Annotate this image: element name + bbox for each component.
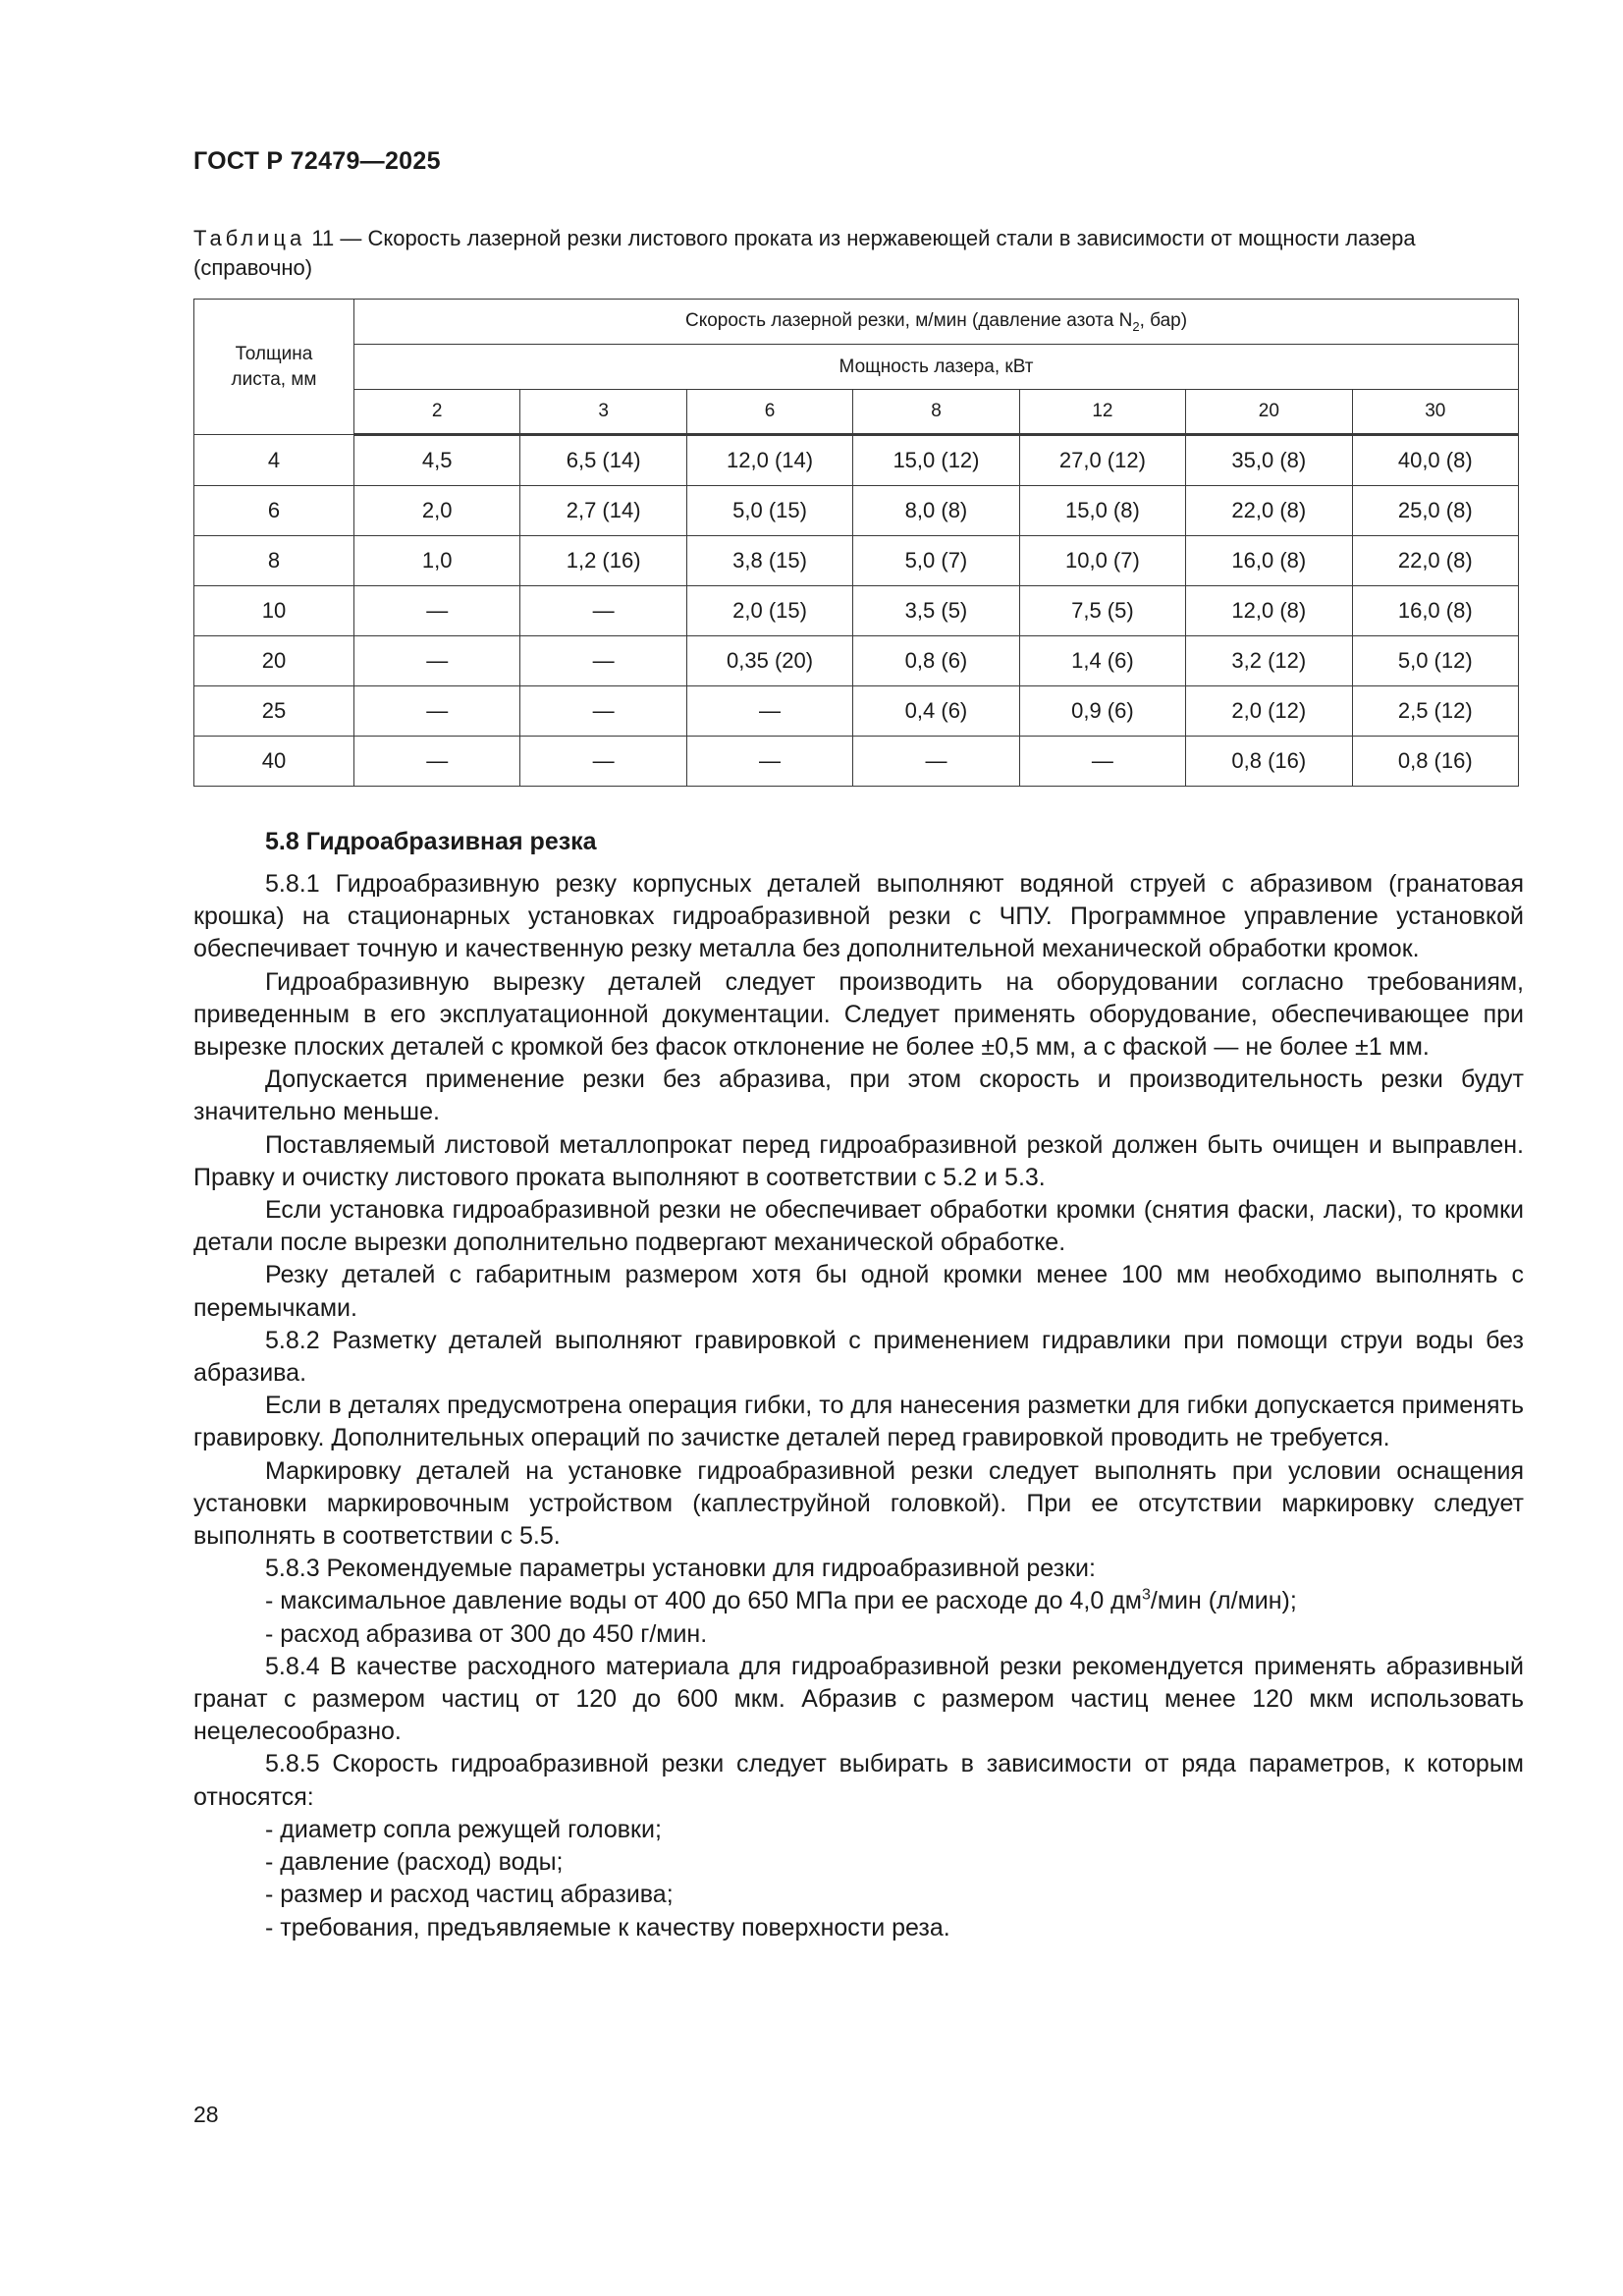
speed-cell: 15,0 (8) (1019, 486, 1185, 536)
paragraph: Если установка гидроабразивной резки не обеспечивает обработки кромки (снятия фаски, ласки), то кромки детали после вырезки дополнительно подвергают механической обработке. (193, 1196, 1524, 1257)
table-caption (193, 224, 1519, 283)
speed-cell: 4,5 (354, 435, 520, 486)
power-header-cell: 30 (1352, 390, 1518, 435)
power-header-cell: 20 (1186, 390, 1352, 435)
table-row (194, 486, 1519, 536)
speed-cell: 5,0 (12) (1352, 636, 1518, 686)
power-header-cell: 3 (520, 390, 686, 435)
speed-cell: 3,8 (15) (686, 536, 852, 586)
speed-cell: 2,0 (15) (686, 586, 852, 636)
speed-cell: 0,8 (6) (853, 636, 1019, 686)
power-header-cell: 12 (1019, 390, 1185, 435)
speed-cell: 27,0 (12) (1019, 435, 1185, 486)
table-row (194, 737, 1519, 787)
speed-cell: 1,4 (6) (1019, 636, 1185, 686)
list-item: - максимальное давление воды от 400 до 650 МПа при ее расходе до 4,0 $дм^3$/мин (л/мин); (265, 1587, 1297, 1615)
speed-cell: — (853, 737, 1019, 787)
speed-cell: 12,0 (8) (1186, 586, 1352, 636)
table-body (194, 435, 1519, 787)
paragraph: Допускается применение резки без абразива, при этом скорость и производительность резки будут значительно меньше. (193, 1066, 1524, 1126)
page-number: 28 (193, 2102, 219, 2127)
speed-cell: 2,7 (14) (520, 486, 686, 536)
header-thickness: Толщина листа, мм (194, 300, 354, 435)
speed-cell: 0,8 (16) (1186, 737, 1352, 787)
speed-cell: 0,9 (6) (1019, 686, 1185, 737)
speed-cell: — (354, 586, 520, 636)
list-item: - диаметр сопла режущей головки; (265, 1815, 662, 1843)
list-item: - расход абразива от 300 до 450 г/мин. (265, 1619, 708, 1648)
speed-cell: 1,0 (354, 536, 520, 586)
speed-cell: 5,0 (15) (686, 486, 852, 536)
speed-cell: — (520, 636, 686, 686)
speed-cell: 35,0 (8) (1186, 435, 1352, 486)
speed-cell: 5,0 (7) (853, 536, 1019, 586)
thickness-cell: 10 (194, 586, 354, 636)
table-row (194, 586, 1519, 636)
speed-cell: 2,0 (12) (1186, 686, 1352, 737)
paragraph: Если в деталях предусмотрена операция гибки, то для нанесения разметки для гибки допускается применять гравировку. Дополнительных операций по зачистке деталей перед гравировкой проводить не требуется. (193, 1392, 1524, 1452)
speed-cell: — (520, 737, 686, 787)
paragraph: Гидроабразивную вырезку деталей следует производить на оборудовании согласно требованиям, приведенным в его эксплуатационной документации. Следует применять оборудование, обеспечивающее при вырезке плоских деталей с кромкой без фасок отклонение не более ±0,5 мм, а с фаской — не более ±1 мм. (193, 967, 1524, 1062)
speed-cell: 25,0 (8) (1352, 486, 1518, 536)
speed-cell: 3,2 (12) (1186, 636, 1352, 686)
speed-cell: 3,5 (5) (853, 586, 1019, 636)
table-caption-label: Таблица (193, 226, 306, 250)
speed-cell: 40,0 (8) (1352, 435, 1518, 486)
table-row (194, 686, 1519, 737)
speed-cell: 8,0 (8) (853, 486, 1019, 536)
paragraph: Маркировку деталей на установке гидроабразивной резки следует выполнять при условии оснащения установки маркировочным устройством (каплеструйной головкой). При ее отсутствии маркировку следует выполнять в соответствии с 5.5. (193, 1456, 1524, 1551)
power-header-cell: 6 (686, 390, 852, 435)
section-body (193, 868, 1524, 1944)
speed-cell: — (686, 737, 852, 787)
header-power: Мощность лазера, кВт (354, 345, 1519, 390)
thickness-cell: 6 (194, 486, 354, 536)
paragraph: 5.8.4 В качестве расходного материала для гидроабразивной резки рекомендуется применять абразивный гранат с размером частиц от 120 до 600 мкм. Абразив с размером частиц менее 120 мкм использовать нецелесообразно. (193, 1652, 1524, 1746)
thickness-cell: 8 (194, 536, 354, 586)
table-caption-text: 11 — Скорость лазерной резки листового проката из нержавеющей стали в зависимости от мощности лазера (справочно) (193, 226, 1416, 280)
table-row (194, 536, 1519, 586)
speed-cell: — (354, 737, 520, 787)
thickness-cell: 4 (194, 435, 354, 486)
paragraph: 5.8.2 Разметку деталей выполняют гравировкой с применением гидравлики при помощи струи воды без абразива. (193, 1326, 1524, 1388)
speed-cell: — (354, 636, 520, 686)
paragraph: Поставляемый листовой металлопрокат перед гидроабразивной резкой должен быть очищен и выправлен. Правку и очистку листового проката выполняют в соответствии с 5.2 и 5.3. (193, 1130, 1524, 1191)
speed-cell: 1,2 (16) (520, 536, 686, 586)
header-speed: Скорость лазерной резки, м/мин (давление азота $N_2$, бар) (354, 300, 1519, 345)
speed-cell: 0,8 (16) (1352, 737, 1518, 787)
speed-cell: 0,4 (6) (853, 686, 1019, 737)
paragraph: 5.8.1 Гидроабразивную резку корпусных деталей выполняют водяной струей с абразивом (гранатовая крошка) на стационарных установках гидроабразивной резки с ЧПУ. Программное управление установкой обеспечивает точную и качественную резку металла без дополнительной механической обработки кромок. (193, 870, 1524, 963)
power-header-row (194, 390, 1519, 435)
speed-cell: — (520, 686, 686, 737)
thickness-cell: 25 (194, 686, 354, 737)
speed-cell: — (354, 686, 520, 737)
paragraph: Резку деталей с габаритным размером хотя бы одной кромки менее 100 мм необходимо выполнять с перемычками. (193, 1261, 1524, 1322)
speed-cell: 22,0 (8) (1352, 536, 1518, 586)
list-item: - размер и расход частиц абразива; (265, 1881, 674, 1909)
speed-cell: 10,0 (7) (1019, 536, 1185, 586)
section-heading: 5.8 Гидроабразивная резка (265, 828, 597, 855)
thickness-cell: 20 (194, 636, 354, 686)
list-item: - давление (расход) воды; (265, 1848, 564, 1877)
speed-cell: — (686, 686, 852, 737)
paragraph: 5.8.3 Рекомендуемые параметры установки для гидроабразивной резки: (265, 1555, 1096, 1583)
laser-speed-table (193, 299, 1519, 787)
speed-cell: 22,0 (8) (1186, 486, 1352, 536)
speed-cell: 16,0 (8) (1186, 536, 1352, 586)
table-row (194, 636, 1519, 686)
paragraph: 5.8.5 Скорость гидроабразивной резки следует выбирать в зависимости от ряда параметров, к которым относятся: (193, 1750, 1524, 1811)
power-header-cell: 2 (354, 390, 520, 435)
table-row (194, 435, 1519, 486)
speed-cell: 0,35 (20) (686, 636, 852, 686)
speed-cell: — (1019, 737, 1185, 787)
speed-cell: 16,0 (8) (1352, 586, 1518, 636)
speed-cell: 7,5 (5) (1019, 586, 1185, 636)
speed-cell: — (520, 586, 686, 636)
speed-cell: 12,0 (14) (686, 435, 852, 486)
speed-cell: 15,0 (12) (853, 435, 1019, 486)
document-header: ГОСТ Р 72479—2025 (193, 147, 441, 175)
power-header-cell: 8 (853, 390, 1019, 435)
list-item: - требования, предъявляемые к качеству поверхности реза. (265, 1913, 950, 1941)
speed-cell: 6,5 (14) (520, 435, 686, 486)
thickness-cell: 40 (194, 737, 354, 787)
speed-cell: 2,5 (12) (1352, 686, 1518, 737)
speed-cell: 2,0 (354, 486, 520, 536)
